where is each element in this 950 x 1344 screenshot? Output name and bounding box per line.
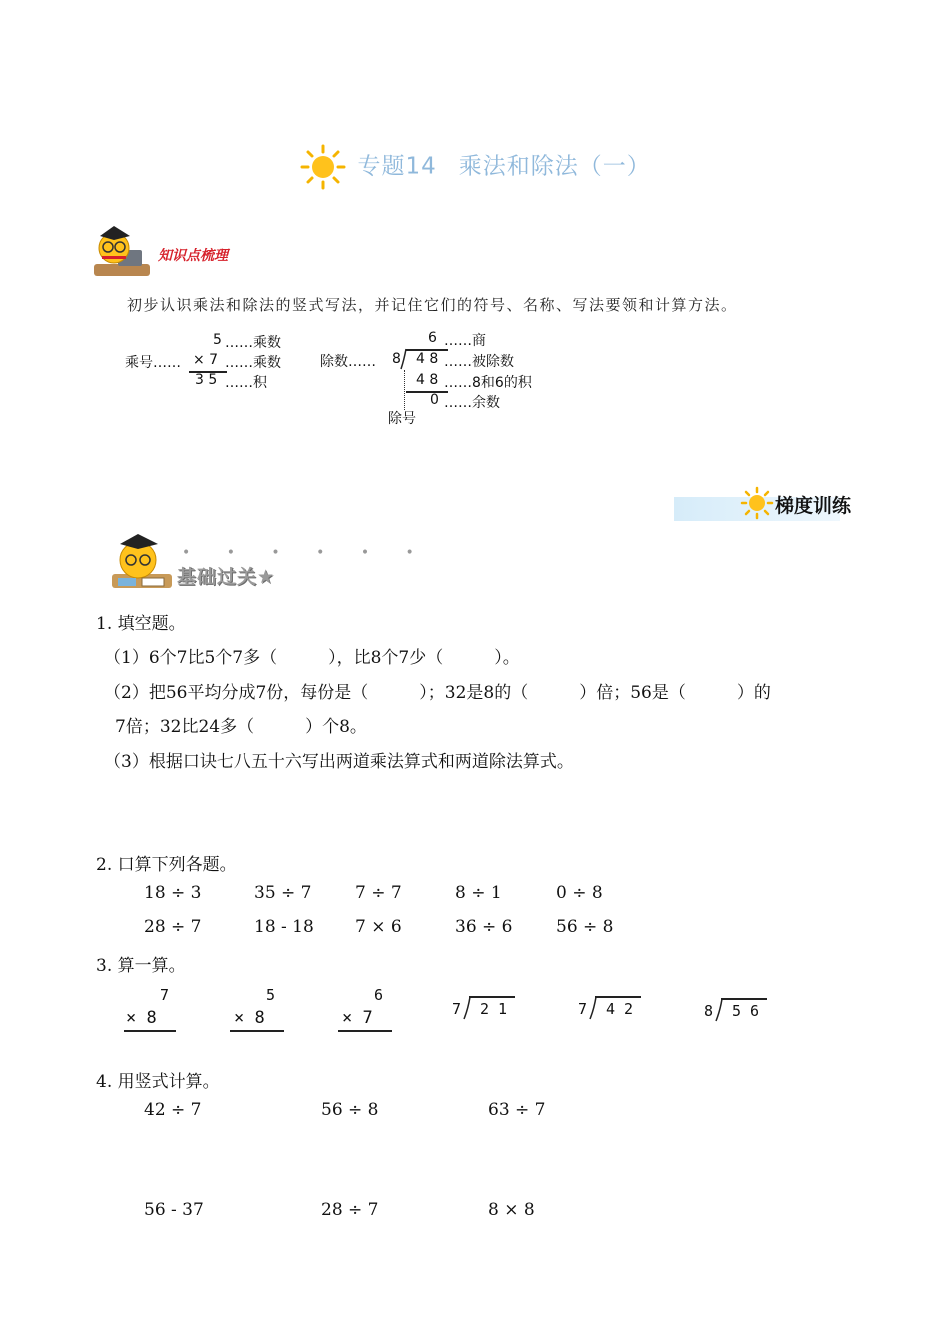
title-topic: 专题14 xyxy=(357,153,437,180)
q4-r2c3: 8 × 8 xyxy=(488,1200,535,1220)
q4-r2c2: 28 ÷ 7 xyxy=(321,1200,379,1220)
intro-text: 初步认识乘法和除法的竖式写法，并记住它们的符号、名称、写法要领和计算方法。 xyxy=(127,296,738,314)
div-divisor: 8 xyxy=(392,351,401,367)
q2-r2c2: 18 - 18 xyxy=(254,917,314,937)
q4-r1c3: 63 ÷ 7 xyxy=(488,1100,546,1120)
q3-div-1 xyxy=(452,996,518,1024)
scholar-mascot-icon xyxy=(92,220,156,280)
q4-r2c1: 56 - 37 xyxy=(144,1200,204,1220)
div-product: 4 8 xyxy=(416,372,439,388)
q1-title: 1. 填空题。 xyxy=(96,614,186,634)
q3-div-1-line xyxy=(469,996,515,998)
page-title xyxy=(0,143,950,191)
q2-r1c4: 8 ÷ 1 xyxy=(455,883,502,903)
q3-div-1-bracket xyxy=(462,996,472,1020)
knowledge-mascot xyxy=(92,220,156,284)
q1-part2a: （2）把56平均分成7份，每份是（ ）；32是8的（ ）倍；56是（ ）的 xyxy=(104,683,771,703)
sun-icon xyxy=(299,143,347,191)
q3-div-2 xyxy=(578,996,644,1024)
q3-div-3-dividend: 5 6 xyxy=(732,1002,760,1020)
q2-r1c2: 35 ÷ 7 xyxy=(254,883,312,903)
title-name: 乘法和除法（一） xyxy=(458,153,651,180)
div-product-label: ……8和6的积 xyxy=(444,375,532,391)
q3-mult-2 xyxy=(230,986,284,1032)
div-dividend: 4 8 xyxy=(416,351,439,367)
knowledge-badge: 知识点梳理 xyxy=(158,248,228,264)
q3-mult-1-top: 7 xyxy=(160,986,170,1004)
q2-r2c3: 7 × 6 xyxy=(355,917,402,937)
q3-mult-3 xyxy=(338,986,392,1032)
q2-r2c1: 28 ÷ 7 xyxy=(144,917,202,937)
q3-mult-1-bottom: × 8 xyxy=(126,1008,157,1028)
q3-mult-2-line xyxy=(230,1030,284,1032)
q3-div-2-dividend: 4 2 xyxy=(606,1000,634,1018)
mult-mid-label: ……乘数 xyxy=(225,355,281,371)
mult-top-label: ……乘数 xyxy=(225,335,281,351)
decor-dots: • • • • • • xyxy=(182,545,430,561)
q4-r1c1: 42 ÷ 7 xyxy=(144,1100,202,1120)
div-dotted-pointer xyxy=(404,370,405,410)
q3-div-2-line xyxy=(595,996,641,998)
q2-title: 2. 口算下列各题。 xyxy=(96,855,237,875)
mult-result: 3 5 xyxy=(195,372,218,388)
mult-result-label: ……积 xyxy=(225,375,267,391)
q3-div-2-bracket xyxy=(588,996,598,1020)
q3-mult-2-top: 5 xyxy=(266,986,276,1004)
q3-div-1-dividend: 2 1 xyxy=(480,1000,508,1018)
ladder-label: 梯度训练 xyxy=(775,495,852,517)
q2-r2c4: 36 ÷ 6 xyxy=(455,917,513,937)
q3-mult-1 xyxy=(124,986,176,1032)
mult-sign-label: 乘号…… xyxy=(125,355,181,371)
mult-top-num: 5 xyxy=(213,332,222,348)
q3-mult-1-line xyxy=(124,1030,176,1032)
q3-mult-3-bottom: × 7 xyxy=(342,1008,373,1028)
div-sign-label: 除号 xyxy=(388,411,416,427)
div-remainder: 0 xyxy=(430,392,439,408)
q3-div-3-line xyxy=(721,998,767,1000)
div-remainder-label: ……余数 xyxy=(444,395,500,411)
q2-r2c5: 56 ÷ 8 xyxy=(556,917,614,937)
div-dividend-label: ……被除数 xyxy=(444,354,514,370)
q4-title: 4. 用竖式计算。 xyxy=(96,1072,220,1092)
q3-mult-3-line xyxy=(338,1030,392,1032)
q1-part2b: 7倍；32比24多（ ）个8。 xyxy=(115,717,367,737)
q4-r1c2: 56 ÷ 8 xyxy=(321,1100,379,1120)
basic-label: 基础过关★ xyxy=(177,566,276,588)
q3-mult-2-bottom: × 8 xyxy=(234,1008,265,1028)
div-quotient-label: ……商 xyxy=(444,333,486,349)
div-divisor-label: 除数…… xyxy=(320,354,376,370)
q3-title: 3. 算一算。 xyxy=(96,956,186,976)
q2-r1c1: 18 ÷ 3 xyxy=(144,883,202,903)
q2-r1c3: 7 ÷ 7 xyxy=(355,883,402,903)
q1-part3: （3）根据口诀七八五十六写出两道乘法算式和两道除法算式。 xyxy=(104,752,574,772)
q3-div-1-divisor: 7 xyxy=(452,1000,462,1018)
q1-part1: （1）6个7比5个7多（ ），比8个7少（ ）。 xyxy=(104,648,520,668)
div-quotient: 6 xyxy=(428,330,437,346)
q3-mult-3-top: 6 xyxy=(374,986,384,1004)
sun-icon xyxy=(740,486,774,520)
scholar-mascot-icon xyxy=(108,530,178,594)
q3-div-3 xyxy=(704,998,770,1026)
mult-mid: × 7 xyxy=(193,352,219,368)
q3-div-3-bracket xyxy=(714,998,724,1022)
q3-div-3-divisor: 8 xyxy=(704,1002,714,1020)
div-bracket xyxy=(400,348,410,370)
div-bottom-line xyxy=(406,391,448,393)
q3-div-2-divisor: 7 xyxy=(578,1000,588,1018)
q2-r1c5: 0 ÷ 8 xyxy=(556,883,603,903)
